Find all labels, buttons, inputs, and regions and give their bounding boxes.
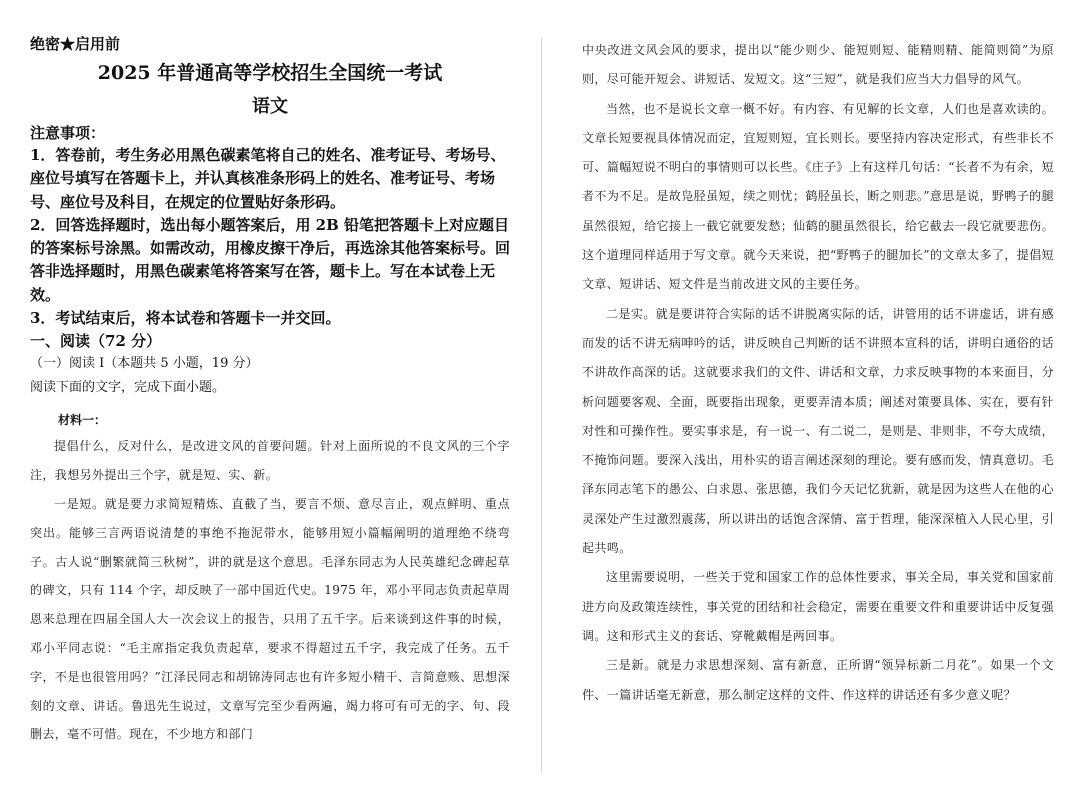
right-column <box>544 0 1080 804</box>
subject-title: 语文 <box>252 96 288 117</box>
secret-label: 绝密★启用前 <box>30 35 121 53</box>
paragraph: 中央改进文风会风的要求，提出以“能少则少、能短则短、能精则精、能简则简”为原则，尽可能开短会、讲短话、发短文。这“三短”，就是我们应当大力倡导的风气。 <box>582 43 1054 87</box>
paragraph: 二是实。就是要讲符合实际的话不讲脱离实际的话，讲管用的话不讲虚话，讲有感而发的话不讲无病呻吟的话，讲反映自己判断的话不讲照本宣科的话，讲明白通俗的话不讲故作高深的话。这就要求我们的文件、讲话和文章，力求反映事物的本来面目，分析问题要客观、全面，既要指出现象，更要弄清本质；阐述对策要具体、实在，要有针对性和可操作性。要实事求是，有一说一、有二说二，是则是、非则非，不夸大成绩，不掩饰问题。要深入浅出，用朴实的语言阐述深刻的理论。要有感而发，情真意切。毛泽东同志笔下的愚公、白求恩、张思德，我们今天记忆犹新，就是因为这些人在他的心灵深处产生过激烈震荡，所以讲出的话饱含深情、富于哲理，能深深植入人民心里，引起共鸣。 <box>582 306 1054 556</box>
exam-title: 2025 年普通高等学校招生全国统一考试 <box>97 62 443 84</box>
paragraph: 这里需要说明，一些关于党和国家工作的总体性要求，事关全局，事关党和国家前进方向及政策连续性，事关党的团结和社会稳定，需要在重要文件和重要讲话中反复强调。这和形式主义的套话、穿靴戴帽是两回事。 <box>582 570 1054 643</box>
paragraph: 三是新。就是力求思想深刻、富有新意，正所谓“领异标新二月花”。如果一个文件、一篇讲话毫无新意，那么制定这样的文件、作这样的讲话还有多少意义呢？ <box>582 658 1054 702</box>
notice-item-2: 2．回答选择题时，选出每小题答案后，用 2B 铅笔把答题卡上对应题目的答案标号涂黑。如需改动，用橡皮擦干净后，再选涂其他答案标号。回答非选择题时，用黑色碳素笔将答案写在答，题卡上。写在本试卷上无效。 <box>30 215 511 304</box>
notice-title: 注意事项： <box>30 124 106 142</box>
notice-item-3: 3．考试结束后，将本试卷和答题卡一并交回。 <box>30 309 341 328</box>
column-divider <box>541 38 542 773</box>
notice-item-1: 1．答卷前，考生务必用黑色碳素笔将自己的姓名、准考证号、考场号、座位号填写在答题卡上，并认真核准条形码上的姓名、准考证号、考场号、座位号及科目，在规定的位置贴好条形码。 <box>30 146 506 211</box>
paragraph: 提倡什么，反对什么，是改进文风的首要问题。针对上面所说的不良文风的三个字注，我想另外提出三个字，就是短、实、新。 <box>30 439 510 483</box>
material-label: 材料一： <box>58 413 107 428</box>
section-title: 一、阅读（72 分） <box>30 332 162 351</box>
section-instruction: 阅读下面的文字，完成下面小题。 <box>30 380 226 396</box>
section-subtitle: （一）阅读 I（本题共 5 小题，19 分） <box>30 356 259 372</box>
paragraph: 当然，也不是说长文章一概不好。有内容、有见解的长文章，人们也是喜欢读的。文章长短要视具体情况而定，宜短则短，宜长则长。要坚持内容决定形式，有些非长不可、篇幅短说不明白的事情则可以长些。《庄子》上有这样几句话：“长者不为有余，短者不为不足。是故凫胫虽短，续之则忧；鹤胫虽长，断之则悲。”意思是说，野鸭子的腿虽然很短，给它接上一截它就要发愁；仙鹤的腿虽然很长，给它截去一段它就要悲伤。这个道理同样适用于写文章。就今天来说，把“野鸭子的腿加长”的文章太多了，提倡短文章、短讲话、短文件是当前改进文风的主要任务。 <box>582 101 1054 292</box>
paragraph: 一是短。就是要力求简短精炼、直截了当，要言不烦、意尽言止，观点鲜明、重点突出。能够三言两语说清楚的事绝不拖泥带水，能够用短小篇幅阐明的道理绝不绕弯子。古人说“删繁就简三秋树”，讲的就是这个意思。毛泽东同志为人民英雄纪念碑起草的碑文，只有 114 个字，却反映了一部中国近代史。1975 年，邓小平同志负责起草周恩来总理在四届全国人大一次会议上的报告，只用了五千字。后来谈到这件事的时候，邓小平同志说：“毛主席指定我负责起草，要求不得超过五千字，我完成了任务。五千字，不是也很管用吗？”江泽民同志和胡锦涛同志也有许多短小精干、言简意赅、思想深刻的文章、讲话。鲁迅先生说过，文章写完至少看两遍，竭力将可有可无的字、句、段删去，毫不可惜。现在，不少地方和部门 <box>30 496 510 742</box>
